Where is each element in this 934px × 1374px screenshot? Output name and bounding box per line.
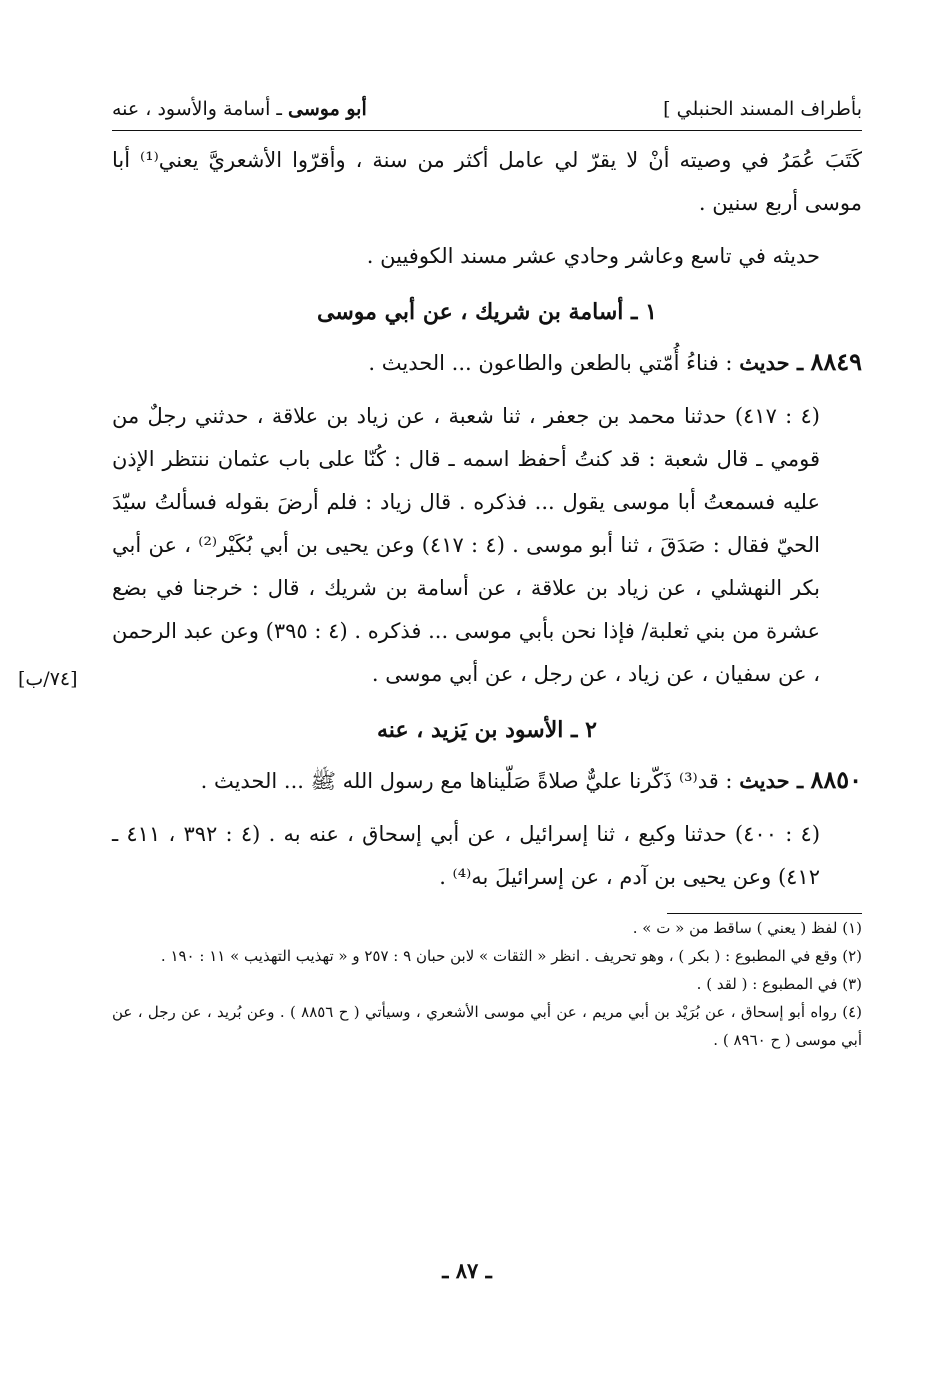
footnote-4: (٤) رواه أبو إسحاق ، عن بُرَيْد بن أبي مريم ، عن أبي موسى الأشعري ، وسيأتي ( ح ٨٨٥٦ ) . وعن بُريد ، عن رجل ، عن أبي موسى ( ح ٨٩٦٠ ) . (112, 1003, 862, 1049)
header-book-title: بأطراف المسند الحنبلي ] (663, 98, 862, 120)
header-section-title (112, 98, 367, 120)
manuscript-folio-marker: [٧٤/ب] (18, 668, 78, 690)
intro-paragraph: كَتَبَ عُمَرُ في وصيته أنْ لا يقرّ لي عامل أكثر من سنة ، وأقرّوا الأشعريَّ يعني⁽¹⁾ أبا موسى أربع سنين . (112, 148, 862, 215)
page-number: ـ ٨٧ ـ (442, 1258, 492, 1283)
hadith-text: : فناءُ أُمّتي بالطعن والطاعون ... الحديث . (368, 351, 740, 375)
hadith-8849-heading (112, 340, 862, 385)
footnotes (112, 914, 862, 1054)
hadith-8849-isnad: (٤ : ٤١٧) حدثنا محمد بن جعفر ، ثنا شعبة ، عن زياد بن علاقة ، حدثني رجلٌ من قومي ـ قال شعبة : قد كنتُ أحفظ اسمه ـ قال : كُنّا على باب عثمان ننتظر الإذن عليه فسمعتُ أبا موسى يقول ... فذكره . قال زياد : فلم أرضَ بقوله فسألتُ سيّدَ الحيّ فقال : صَدَقَ ، ثنا أبو موسى . (٤ : ٤١٧) وعن يحيى بن أبي بُكَيْر⁽²⁾ ، عن أبي بكر النهشلي ، عن زياد بن علاقة ، عن أسامة بن شريك ، قال : خرجنا في بضع عشرة من بني ثعلبة/ فإذا نحن بأبي موسى ... فذكره . (٤ : ٣٩٥) وعن عبد الرحمن ، عن سفيان ، عن زياد ، عن رجل ، عن أبي موسى . (112, 404, 820, 686)
book-page (112, 90, 862, 1054)
hadith-label: ـ حديث (739, 350, 811, 375)
footnote-1: (١) لفظ ( يعني ) ساقط من « ت » . (632, 919, 862, 937)
footnote-3: (٣) في المطبوع : ( لقد ) . (696, 975, 862, 993)
hadith-number: ٨٨٤٩ (810, 347, 862, 376)
section-1-title: ١ ـ أسامة بن شريك ، عن أبي موسى (317, 299, 657, 325)
section-2-title: ٢ ـ الأسود بن يَزيد ، عنه (377, 717, 597, 743)
hadith-text: : قد⁽³⁾ ذَكّرنا عليٌّ صلاةً صَلّيناها مع رسول الله ﷺ ... الحديث . (200, 769, 740, 793)
header-section-rest: ـ أسامة والأسود ، عنه (112, 98, 288, 120)
footnote-2: (٢) وقع في المطبوع : ( بكر ) ، وهو تحريف . انظر « الثقات » لابن حبان ٩ : ٢٥٧ و « تهذيب التهذيب » ١١ : ١٩٠ . (160, 947, 862, 965)
header-section-name: أبو موسى (288, 98, 367, 120)
running-header (112, 90, 862, 131)
hadith-8850-isnad: (٤ : ٤٠٠) حدثنا وكيع ، ثنا إسرائيل ، عن أبي إسحاق ، عنه به . (٤ : ٣٩٢ ، ٤١١ ـ ٤١٢) وعن يحيى بن آدم ، عن إسرائيلَ به⁽⁴⁾ . (112, 822, 821, 889)
intro-note: حديثه في تاسع وعاشر وحادي عشر مسند الكوفيين . (366, 244, 820, 268)
hadith-8850-heading (112, 758, 862, 803)
hadith-label: ـ حديث (739, 768, 811, 793)
hadith-number: ٨٨٥٠ (810, 765, 862, 794)
